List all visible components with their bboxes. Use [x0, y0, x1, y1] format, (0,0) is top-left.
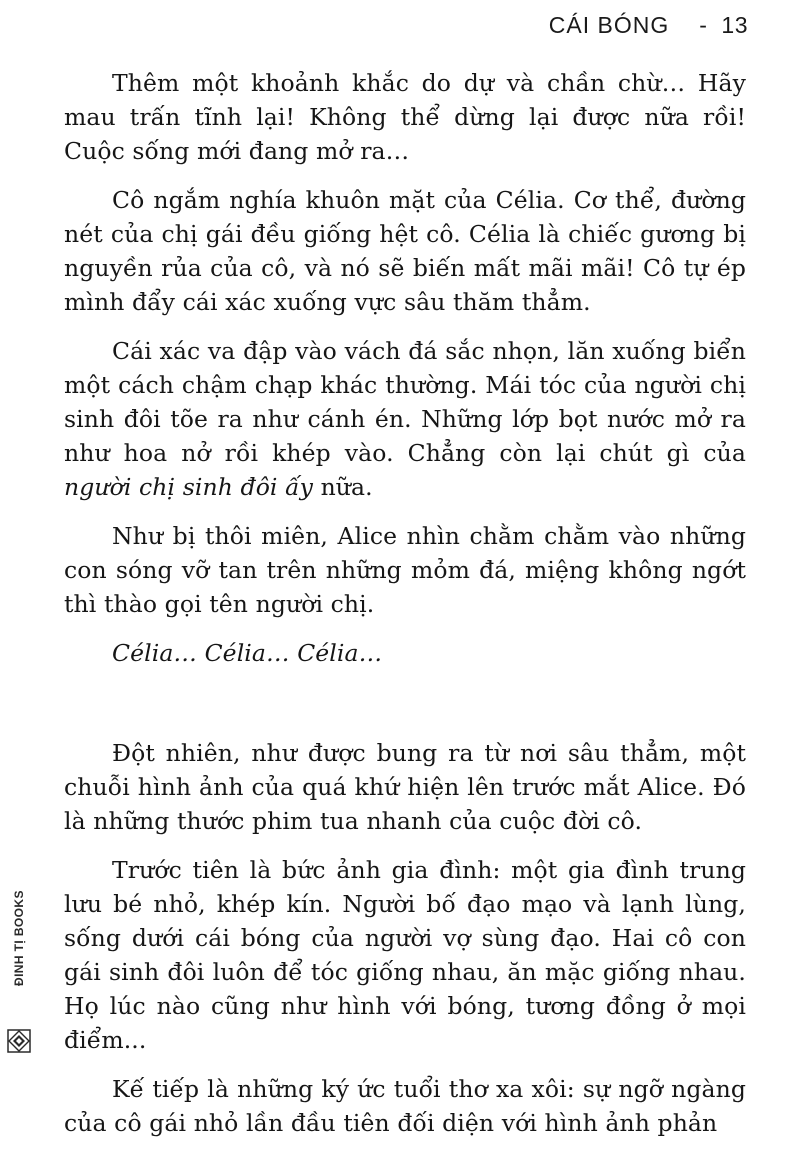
paragraph: Cái xác va đập vào vách đá sắc nhọn, lăn xuống biển một cách chậm chạp khác thường. Mái tóc của người chị sinh đôi tõe ra như cánh én. Những lớp bọt nước mở ra như hoa nở rồi khép vào. Chẳng còn lại chút gì của người chị sinh đôi ấy nữa. [64, 337, 746, 501]
paragraph: Cô ngắm nghía khuôn mặt của Célia. Cơ thể, đường nét của chị gái đều giống hệt cô. Célia là chiếc gương bị nguyền rủa của cô, và nó sẽ biến mất mãi mãi! Cô tự ép mình đẩy cái xác xuống vực sâu thăm thẳm. [64, 186, 746, 316]
paragraph: Đột nhiên, như được bung ra từ nơi sâu thẳm, một chuỗi hình ảnh của quá khứ hiện lên trước mắt Alice. Đó là những thước phim tua nhanh của cuộc đời cô. [64, 739, 746, 835]
italic-paragraph: Célia… Célia… Célia… [112, 639, 383, 667]
running-header [549, 12, 748, 39]
page-number: 13 [721, 12, 748, 38]
diamond-logo-icon [6, 1028, 32, 1054]
paragraph: Trước tiên là bức ảnh gia đình: một gia đình trung lưu bé nhỏ, khép kín. Người bố đạo mạo và lạnh lùng, sống dưới cái bóng của người vợ sùng đạo. Hai cô con gái sinh đôi luôn để tóc giống nhau, ăn mặc giống nhau. Họ lúc nào cũng như hình với bóng, tương đồng ở mọi điểm... [64, 856, 746, 1054]
paragraph: Như bị thôi miên, Alice nhìn chằm chằm vào những con sóng vỡ tan trên những mỏm đá, miệng không ngớt thì thào gọi tên người chị. [64, 522, 746, 618]
publisher-name: ĐINH TỊ BOOKS [12, 890, 26, 986]
book-title: CÁI BÓNG [548, 12, 670, 38]
paragraph: Kế tiếp là những ký ức tuổi thơ xa xôi: sự ngỡ ngàng của cô gái nhỏ lần đầu tiên đối diện với hình ảnh phản [64, 1075, 746, 1137]
publisher-mark [2, 854, 32, 1054]
italic-phrase: người chị sinh đôi ấy [64, 473, 313, 501]
paragraph: Thêm một khoảnh khắc do dự và chần chừ… Hãy mau trấn tĩnh lại! Không thể dừng lại được nữa rồi! Cuộc sống mới đang mở ra… [64, 69, 746, 165]
header-separator: - [699, 12, 708, 38]
page-body [64, 66, 746, 1155]
